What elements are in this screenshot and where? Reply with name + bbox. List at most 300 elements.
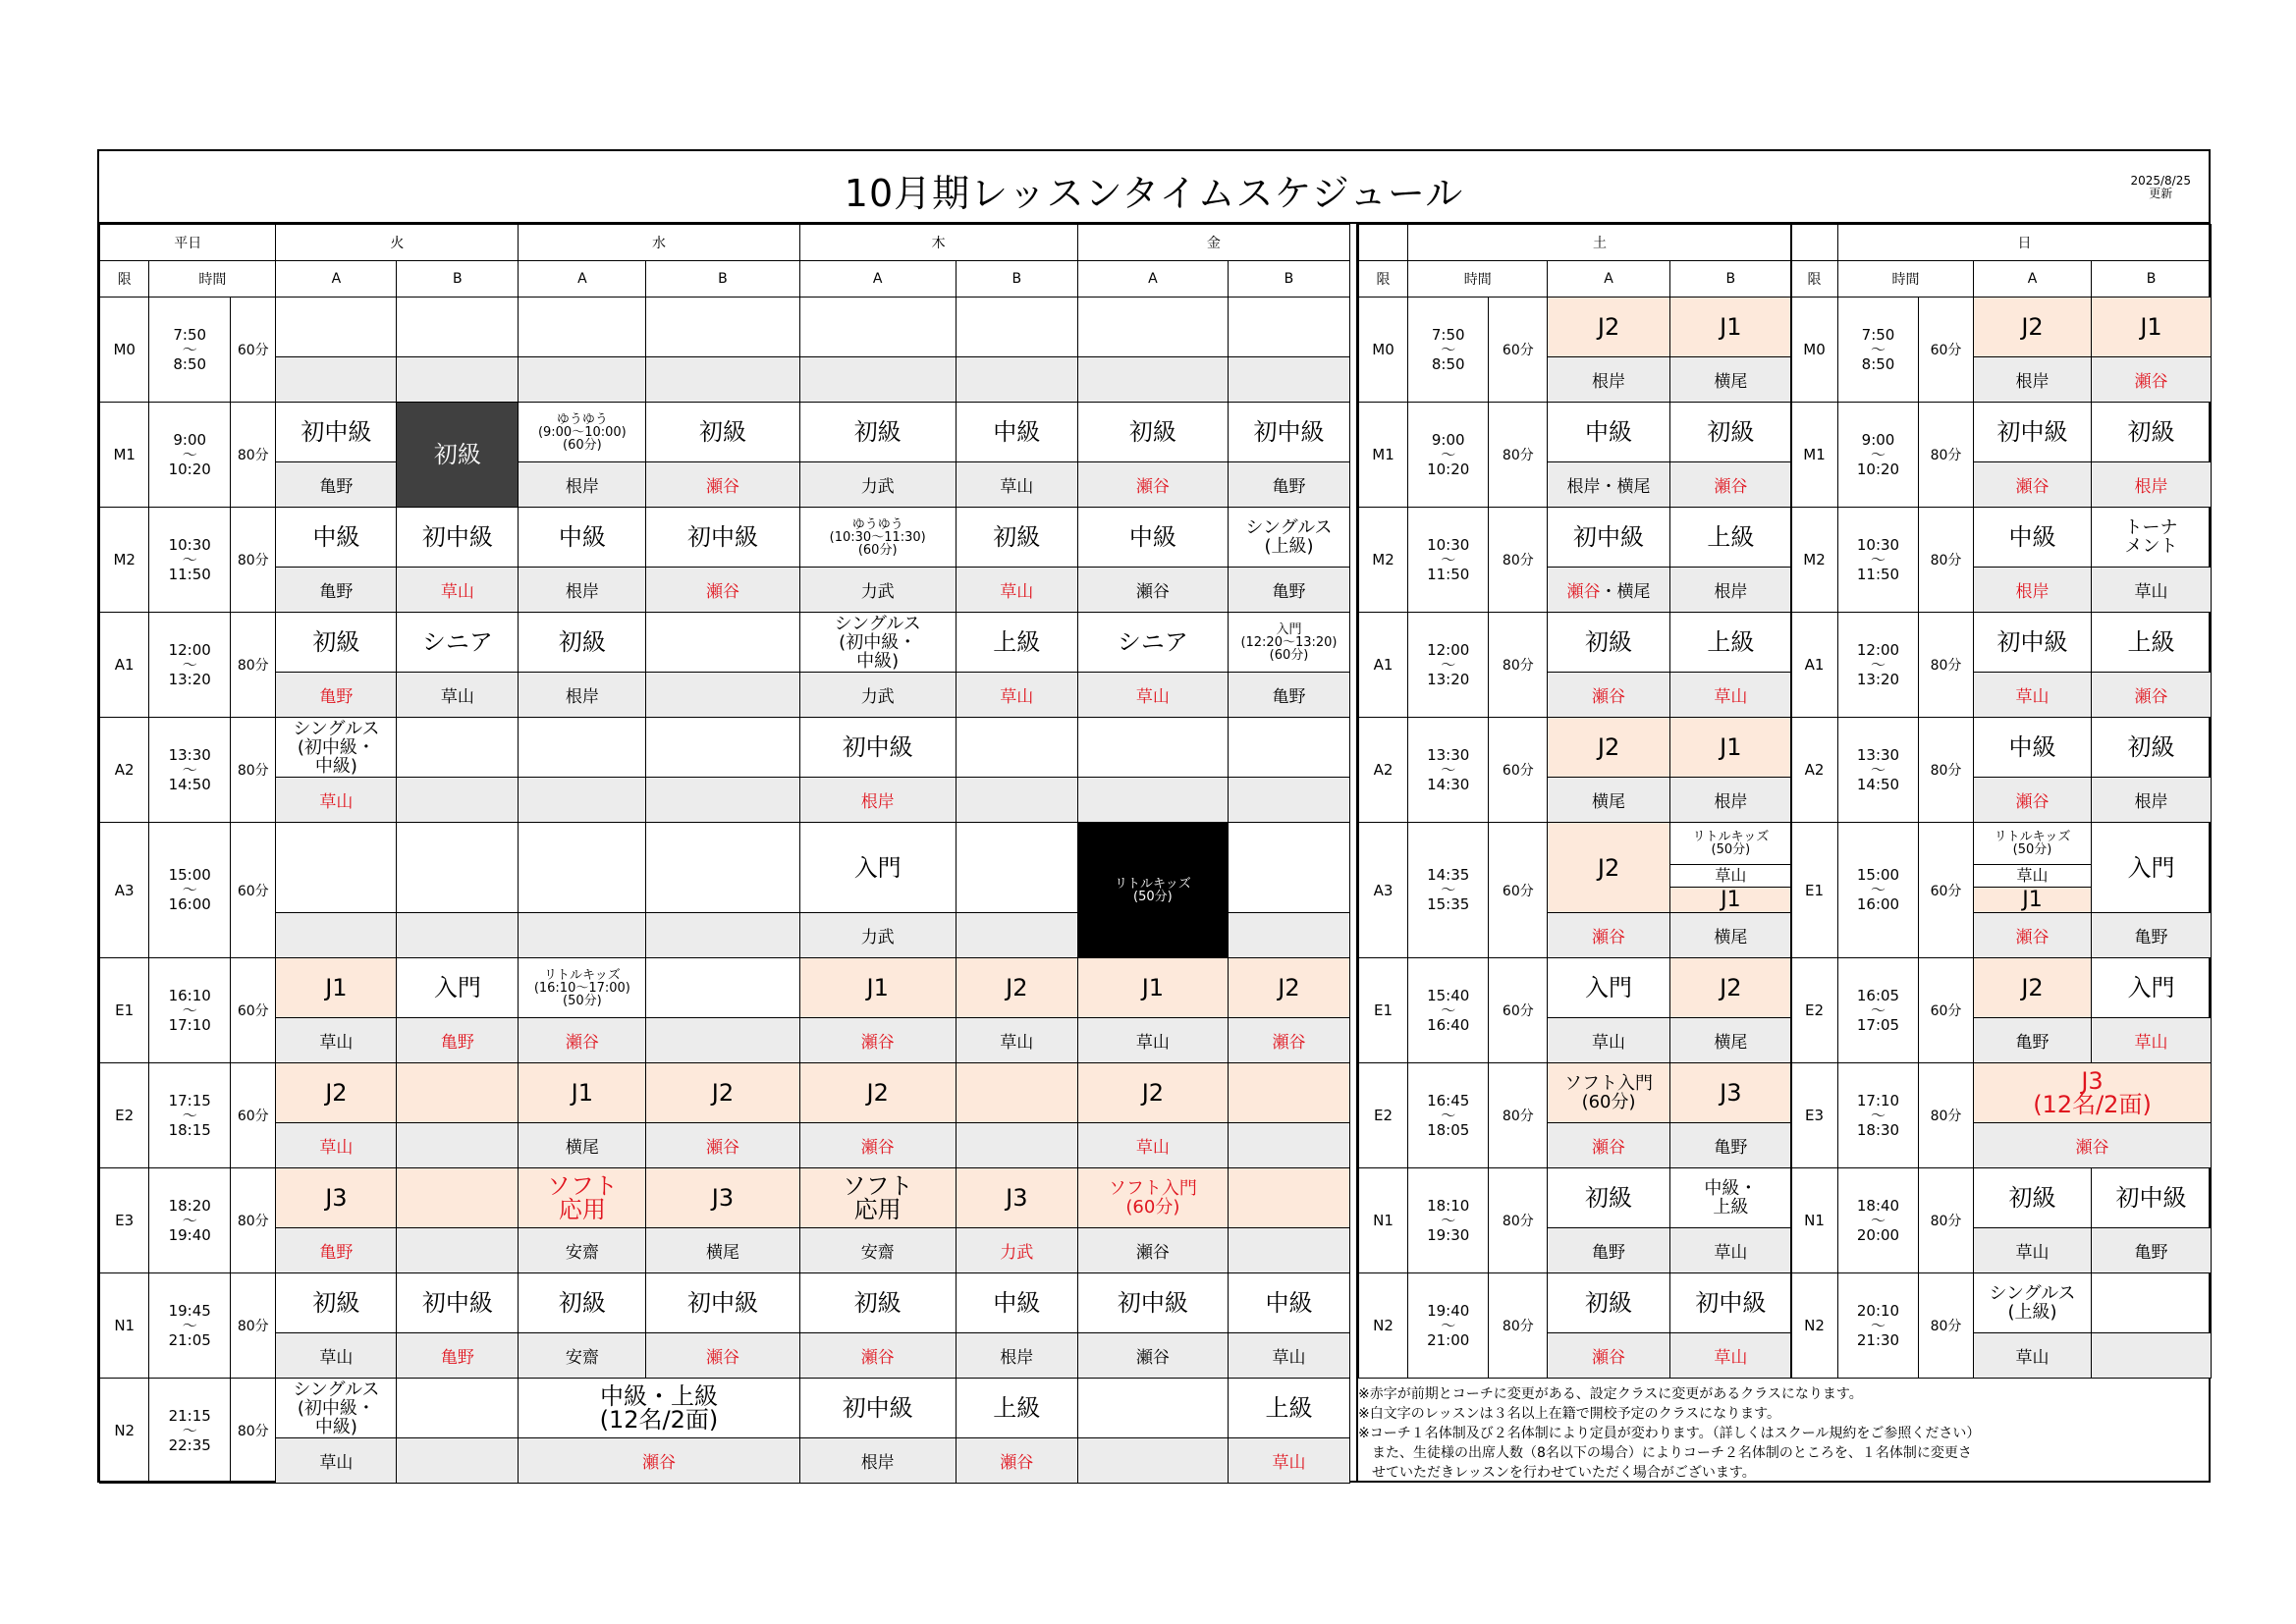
class-cell: 初級: [1077, 403, 1228, 462]
duration-cell: 80分: [231, 613, 276, 718]
class-cell: 初級: [1548, 1168, 1669, 1228]
coach-name: 瀬谷: [1077, 462, 1228, 508]
coach-name: 瀬谷: [1077, 1333, 1228, 1379]
time-cell: 9:00 ～ 10:20: [1408, 403, 1489, 508]
class-cell: [1077, 1379, 1228, 1438]
coach-name: [1228, 357, 1349, 403]
coach-name: 安齋: [799, 1228, 956, 1273]
class-cell: 中級: [956, 1273, 1077, 1333]
coach-name: [519, 778, 646, 823]
coach-name: 亀野: [1974, 1018, 2092, 1063]
coach-name: [276, 913, 397, 958]
time-cell: 13:30 ～ 14:50: [149, 718, 231, 823]
class-cell: ゆうゆう (10:30～11:30) (60分): [799, 508, 956, 568]
coach-name: 瀬谷: [2092, 357, 2212, 403]
class-cell: 初中級: [397, 1273, 519, 1333]
class-cell: 初中級: [1077, 1273, 1228, 1333]
class-cell: [397, 718, 519, 778]
class-cell: 初級: [519, 613, 646, 673]
saturday-panel: [1356, 224, 1792, 1483]
note-line: ※白文字のレッスンは３名以上在籍で開校予定のクラスになります。: [1358, 1406, 1781, 1422]
col-header-time: 時間: [149, 261, 276, 298]
col-header-time: 時間: [1838, 261, 1974, 298]
class-cell: シングルス (初中級・ 中級): [276, 1379, 397, 1438]
class-cell: [956, 718, 1077, 778]
schedule-row: [1359, 718, 1792, 778]
duration-cell: 80分: [231, 508, 276, 613]
coach-name: 草山: [956, 568, 1077, 613]
class-cell: 上級: [1228, 1379, 1349, 1438]
duration-cell: 80分: [1919, 1168, 1974, 1273]
class-cell: 中級: [276, 508, 397, 568]
coach-name: [1077, 1438, 1228, 1484]
kids-coach: 草山: [1974, 865, 2091, 888]
period-cell: A2: [1359, 718, 1408, 823]
duration-cell: 60分: [1919, 298, 1974, 403]
duration-cell: 60分: [1489, 298, 1548, 403]
period-cell: N1: [1791, 1168, 1838, 1273]
class-cell: [397, 1379, 519, 1438]
coach-name: 瀬谷: [646, 1333, 799, 1379]
coach-name: 草山: [1228, 1438, 1349, 1484]
time-cell: 9:00 ～ 10:20: [1838, 403, 1919, 508]
note-line: せていただきレッスンを行わせていただく場合がございます。: [1358, 1465, 1756, 1481]
class-cell: 初級: [519, 1273, 646, 1333]
class-cell: ゆうゆう (9:00～10:00) (60分): [519, 403, 646, 462]
class-cell: ソフト入門 (60分): [1548, 1063, 1669, 1123]
class-cell: 入門 (12:20～13:20) (60分): [1228, 613, 1349, 673]
schedule-row: [1359, 1273, 1792, 1333]
class-cell: [276, 298, 397, 357]
time-cell: 20:10 ～ 21:30: [1838, 1273, 1919, 1379]
coach-name: 草山: [956, 673, 1077, 718]
class-cell: 初級: [1548, 613, 1669, 673]
time-cell: 7:50 ～ 8:50: [1408, 298, 1489, 403]
class-cell: J2: [646, 1063, 799, 1123]
coach-name: 根岸・横尾: [1548, 462, 1669, 508]
col-header-b: B: [1669, 261, 1791, 298]
class-cell: 初中級: [646, 1273, 799, 1333]
time-cell: 17:15 ～ 18:15: [149, 1063, 231, 1168]
class-cell: [646, 823, 799, 913]
coach-name-part: ・横尾: [1600, 582, 1651, 602]
coach-name: [1228, 778, 1349, 823]
coach-name: 亀野: [397, 1333, 519, 1379]
class-cell: 上級: [956, 1379, 1077, 1438]
coach-name: 亀野: [2092, 1228, 2212, 1273]
schedule-row: [100, 1379, 1350, 1438]
class-cell: 中級: [1548, 403, 1669, 462]
time-cell: 14:35 ～ 15:35: [1408, 823, 1489, 958]
coach-name: 瀬谷: [1077, 568, 1228, 613]
class-cell: J2: [1548, 718, 1669, 778]
coach-name: 亀野: [1669, 1123, 1791, 1168]
coach-name: 根岸: [519, 673, 646, 718]
coach-row: [100, 1228, 1350, 1273]
time-cell: 18:20 ～ 19:40: [149, 1168, 231, 1273]
class-cell: J1: [1077, 958, 1228, 1018]
coach-name: [646, 778, 799, 823]
period-cell: M0: [1791, 298, 1838, 403]
class-cell: [519, 823, 646, 913]
class-cell: 初中級: [1974, 613, 2092, 673]
notes-block: [1358, 1384, 2203, 1483]
coach-name: 草山: [1548, 1018, 1669, 1063]
coach-name: 根岸: [519, 568, 646, 613]
duration-cell: 80分: [1919, 403, 1974, 508]
class-cell: トーナ メント: [2092, 508, 2212, 568]
coach-name: [2092, 1333, 2212, 1379]
j1-class: J1: [1974, 888, 2091, 912]
class-cell: [397, 1063, 519, 1123]
period-cell: M1: [1791, 403, 1838, 508]
schedule-row: [100, 1168, 1350, 1228]
time-cell: 15:00 ～ 16:00: [1838, 823, 1919, 958]
duration-cell: 80分: [1489, 1063, 1548, 1168]
duration-cell: 60分: [1489, 823, 1548, 958]
kids-class: リトルキッズ (50分): [1974, 823, 2091, 865]
period-cell: E1: [1791, 823, 1838, 958]
time-cell: 18:40 ～ 20:00: [1838, 1168, 1919, 1273]
coach-row: [100, 1123, 1350, 1168]
coach-name: [956, 1123, 1077, 1168]
coach-name: [397, 1228, 519, 1273]
coach-name: [1548, 568, 1669, 613]
schedule-row: [100, 1273, 1350, 1333]
coach-name: [397, 1123, 519, 1168]
coach-name: 草山: [1228, 1333, 1349, 1379]
class-cell: [397, 298, 519, 357]
class-cell: 入門: [2092, 823, 2212, 913]
day-header-wed: 水: [519, 225, 799, 261]
col-header-a: A: [1974, 261, 2092, 298]
period-cell: N1: [100, 1273, 149, 1379]
class-cell: 初中級: [1548, 508, 1669, 568]
coach-name: 草山: [2092, 568, 2212, 613]
class-cell: J2: [956, 958, 1077, 1018]
duration-cell: 60分: [231, 298, 276, 403]
schedule-row: [1791, 718, 2212, 778]
schedule-row: [1359, 1063, 1792, 1123]
class-cell: 上級: [1669, 508, 1791, 568]
coach-name: 亀野: [276, 1228, 397, 1273]
coach-name: 草山: [1669, 1228, 1791, 1273]
time-cell: 13:30 ～ 14:30: [1408, 718, 1489, 823]
coach-name: 亀野: [276, 673, 397, 718]
coach-name: 瀬谷: [1077, 1228, 1228, 1273]
coach-name: 根岸: [799, 1438, 956, 1484]
class-cell: 中級・上級 (12名/2面): [519, 1379, 799, 1438]
class-cell: 中級: [1974, 508, 2092, 568]
duration-cell: 80分: [231, 1379, 276, 1484]
coach-name: 瀬谷: [2092, 673, 2212, 718]
coach-name: [397, 778, 519, 823]
class-cell: ソフト入門 (60分): [1077, 1168, 1228, 1228]
coach-name: 瀬谷: [1974, 778, 2092, 823]
coach-name: [799, 357, 956, 403]
col-header-period: 限: [1359, 261, 1408, 298]
class-cell: [519, 298, 646, 357]
coach-name: 根岸: [1974, 568, 2092, 613]
schedule-row: [1359, 403, 1792, 462]
class-cell: [646, 298, 799, 357]
coach-name: 瀬谷: [1974, 462, 2092, 508]
period-cell: M0: [1359, 298, 1408, 403]
coach-name: [397, 1438, 519, 1484]
coach-name: 瀬谷: [519, 1438, 799, 1484]
duration-cell: 80分: [1489, 613, 1548, 718]
coach-name: 草山: [276, 1333, 397, 1379]
schedule-row: [100, 1063, 1350, 1123]
class-cell: 上級: [2092, 613, 2212, 673]
coach-name: 亀野: [276, 462, 397, 508]
coach-name: 瀬谷: [799, 1333, 956, 1379]
class-cell: 初級: [1548, 1273, 1669, 1333]
duration-cell: 60分: [1919, 958, 1974, 1063]
col-header-a: A: [1077, 261, 1228, 298]
schedule-row: [1791, 298, 2212, 357]
col-header-b: B: [646, 261, 799, 298]
class-cell: 初中級: [1974, 403, 2092, 462]
time-cell: 19:40 ～ 21:00: [1408, 1273, 1489, 1379]
coach-name: 横尾: [519, 1123, 646, 1168]
note-line: また、生徒様の出席人数（8名以下の場合）によりコーチ２名体制のところを、１名体制に変更さ: [1358, 1445, 1972, 1461]
coach-name: 力武: [956, 1228, 1077, 1273]
coach-name: 瀬谷: [1974, 1123, 2212, 1168]
duration-cell: 60分: [1919, 823, 1974, 958]
col-header-a: A: [519, 261, 646, 298]
coach-name: 安齋: [519, 1333, 646, 1379]
class-cell: J2: [276, 1063, 397, 1123]
coach-name: 瀬谷: [646, 462, 799, 508]
duration-cell: 80分: [1919, 1273, 1974, 1379]
coach-name: 亀野: [2092, 913, 2212, 958]
schedule-sheet: [97, 149, 2211, 1483]
schedule-row: [1791, 823, 2212, 913]
coach-row: [100, 1438, 1350, 1484]
class-cell: [956, 1063, 1077, 1123]
class-cell: J1: [519, 1063, 646, 1123]
coach-name: 根岸: [2092, 778, 2212, 823]
duration-cell: 80分: [1489, 403, 1548, 508]
class-cell: 入門: [397, 958, 519, 1018]
coach-name: 草山: [276, 778, 397, 823]
kids-coach: 草山: [1670, 865, 1791, 888]
weekday-panel: [99, 224, 1350, 1483]
coach-name: 草山: [1077, 1123, 1228, 1168]
weekday-table: [99, 224, 1350, 1484]
coach-name: 力武: [799, 673, 956, 718]
class-cell: J2: [1974, 298, 2092, 357]
class-cell: 初級: [2092, 403, 2212, 462]
col-header-time: 時間: [1408, 261, 1548, 298]
duration-cell: 60分: [1489, 958, 1548, 1063]
schedule-row: [1791, 1273, 2212, 1333]
class-cell: [956, 823, 1077, 913]
coach-name: 横尾: [1669, 913, 1791, 958]
schedule-row: [1359, 298, 1792, 357]
class-cell: J1: [1669, 718, 1791, 778]
class-cell: [397, 823, 519, 913]
duration-cell: 80分: [1489, 508, 1548, 613]
class-cell: J1: [799, 958, 956, 1018]
coach-name: 瀬谷: [646, 568, 799, 613]
coach-name: 亀野: [397, 1018, 519, 1063]
coach-name: [646, 913, 799, 958]
schedule-row: [100, 508, 1350, 568]
period-cell: A2: [1791, 718, 1838, 823]
coach-row: [100, 673, 1350, 718]
coach-name: 横尾: [1669, 1018, 1791, 1063]
schedule-row: [1791, 403, 2212, 462]
coach-name: 草山: [276, 1123, 397, 1168]
col-header-a: A: [276, 261, 397, 298]
coach-name: 草山: [1974, 1228, 2092, 1273]
period-cell: E2: [1359, 1063, 1408, 1168]
time-cell: 10:30 ～ 11:50: [1408, 508, 1489, 613]
class-cell: [519, 718, 646, 778]
coach-name: 亀野: [1548, 1228, 1669, 1273]
time-cell: 7:50 ～ 8:50: [149, 298, 231, 403]
coach-name: 根岸: [1669, 778, 1791, 823]
schedule-row: [1359, 958, 1792, 1018]
duration-cell: 80分: [231, 718, 276, 823]
note-line: ※コーチ１名体制及び２名体制により定員が変わります。（詳しくはスクール規約をご参照ください）: [1358, 1426, 1981, 1441]
coach-row: [100, 1018, 1350, 1063]
coach-name: 瀬谷: [1548, 673, 1669, 718]
col-header-b: B: [2092, 261, 2212, 298]
class-cell: シングルス (上級): [1228, 508, 1349, 568]
class-cell: 中級・ 上級: [1669, 1168, 1791, 1228]
time-cell: 18:10 ～ 19:30: [1408, 1168, 1489, 1273]
class-cell: 初中級: [799, 1379, 956, 1438]
class-cell: 中級: [1228, 1273, 1349, 1333]
coach-name: 根岸: [519, 462, 646, 508]
period-cell: A3: [1359, 823, 1408, 958]
period-cell: E1: [1359, 958, 1408, 1063]
duration-cell: 80分: [1489, 1273, 1548, 1379]
class-cell: J2: [1077, 1063, 1228, 1123]
coach-name: 草山: [276, 1438, 397, 1484]
class-cell: 初級: [276, 1273, 397, 1333]
sun-blank-header: [1791, 225, 1838, 261]
date-label: 更新: [2149, 187, 2173, 200]
class-cell: シニア: [1077, 613, 1228, 673]
coach-name: [397, 913, 519, 958]
coach-name: 瀬谷: [956, 1438, 1077, 1484]
coach-name: [1077, 778, 1228, 823]
coach-name: 力武: [799, 462, 956, 508]
duration-cell: 80分: [231, 1168, 276, 1273]
period-cell: E2: [100, 1063, 149, 1168]
class-cell: [1228, 823, 1349, 913]
schedule-row: [100, 298, 1350, 357]
class-cell: 初中級: [397, 508, 519, 568]
class-cell: シングルス (初中級・ 中級): [799, 613, 956, 673]
coach-name: [646, 357, 799, 403]
class-cell: J1: [1669, 298, 1791, 357]
class-cell: 中級: [519, 508, 646, 568]
day-header-sun: 日: [1838, 225, 2212, 261]
class-cell: [1077, 718, 1228, 778]
weekday-header: 平日: [100, 225, 276, 261]
col-header-b: B: [1228, 261, 1349, 298]
duration-cell: 80分: [1919, 508, 1974, 613]
coach-name: 根岸: [1669, 568, 1791, 613]
class-cell: [1228, 718, 1349, 778]
coach-name: 草山: [1974, 1333, 2092, 1379]
coach-name: 瀬谷: [1974, 913, 2092, 958]
coach-name: 根岸: [1974, 357, 2092, 403]
class-cell: [799, 298, 956, 357]
class-cell: [1228, 1063, 1349, 1123]
schedule-row: [1791, 958, 2212, 1018]
class-cell: 初級: [397, 403, 519, 508]
coach-name: [956, 913, 1077, 958]
class-cell: 初中級: [2092, 1168, 2212, 1228]
class-cell: 初級: [799, 403, 956, 462]
sunday-panel: [1790, 224, 2211, 1483]
coach-name: 根岸: [1548, 357, 1669, 403]
coach-name: 瀬谷: [799, 1123, 956, 1168]
class-cell: [276, 823, 397, 913]
class-cell: 中級: [1077, 508, 1228, 568]
coach-name: [646, 673, 799, 718]
coach-name: [276, 357, 397, 403]
class-cell: J1: [2092, 298, 2212, 357]
period-cell: E1: [100, 958, 149, 1063]
coach-name: [956, 778, 1077, 823]
class-cell: [956, 298, 1077, 357]
schedule-row: [1791, 1063, 2212, 1123]
period-cell: M1: [1359, 403, 1408, 508]
time-cell: 10:30 ～ 11:50: [1838, 508, 1919, 613]
class-cell: [646, 613, 799, 673]
class-cell: [1077, 298, 1228, 357]
time-cell: 9:00 ～ 10:20: [149, 403, 231, 508]
duration-cell: 80分: [1919, 613, 1974, 718]
time-cell: 12:00 ～ 13:20: [1838, 613, 1919, 718]
period-cell: E3: [100, 1168, 149, 1273]
date-text: 2025/8/25: [2130, 174, 2191, 188]
class-cell: 上級: [956, 613, 1077, 673]
coach-name: [956, 357, 1077, 403]
time-cell: 15:00 ～ 16:00: [149, 823, 231, 958]
coach-name: [519, 913, 646, 958]
col-header-b: B: [956, 261, 1077, 298]
class-cell: 入門: [799, 823, 956, 913]
coach-name-part: 瀬谷: [1566, 582, 1601, 602]
period-cell: M2: [1359, 508, 1408, 613]
coach-name: 瀬谷: [1548, 1333, 1669, 1379]
class-cell: J3: [1669, 1063, 1791, 1123]
coach-name: 力武: [799, 913, 956, 958]
class-cell: 初中級: [799, 718, 956, 778]
period-cell: A1: [100, 613, 149, 718]
coach-name: 亀野: [1228, 568, 1349, 613]
class-cell: [397, 1168, 519, 1228]
time-cell: 10:30 ～ 11:50: [149, 508, 231, 613]
col-header-a: A: [799, 261, 956, 298]
coach-row: [100, 357, 1350, 403]
day-header-tue: 火: [276, 225, 519, 261]
coach-name: 草山: [1077, 1018, 1228, 1063]
col-header-period: 限: [100, 261, 149, 298]
day-header-thu: 木: [799, 225, 1077, 261]
duration-cell: 80分: [231, 1273, 276, 1379]
class-cell: リトルキッズ (16:10～17:00) (50分): [519, 958, 646, 1018]
class-cell: 初級: [646, 403, 799, 462]
